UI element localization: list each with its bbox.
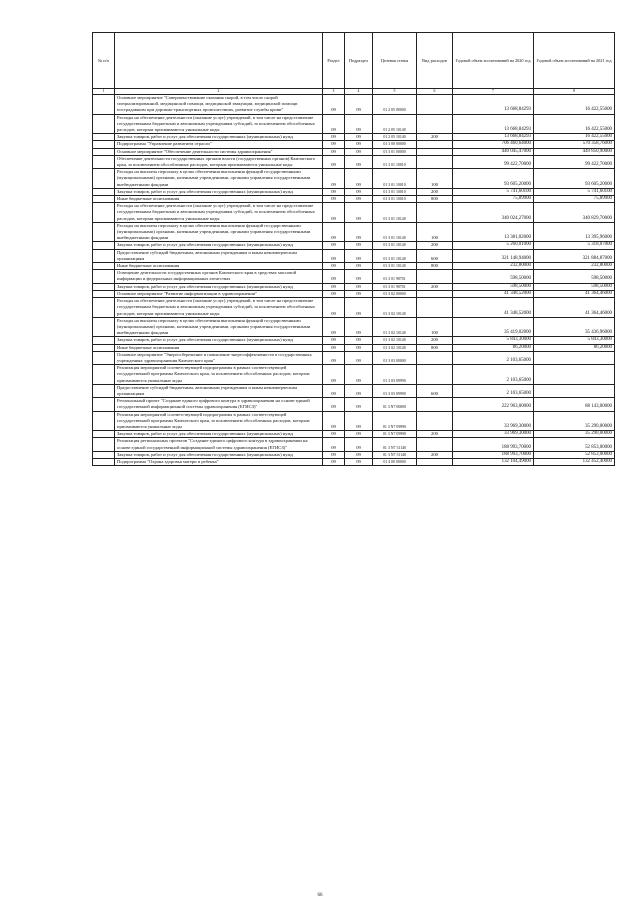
- table-row: [93, 141, 615, 148]
- row-amount-2021: 52 853,00000: [534, 438, 615, 451]
- row-amount-2021: 449 850,90000: [534, 148, 615, 155]
- row-number: [93, 203, 115, 223]
- row-amount-2020: 598,50000: [453, 283, 534, 290]
- row-name: Реализация региональных проектов "Создание единого цифрового контура в здравоохранении на основе единой государственной информационной системы здравоохранения (ЕГИСЗ)": [115, 438, 323, 451]
- row-podrazdel: 09: [345, 242, 373, 249]
- row-razdel: 09: [323, 344, 345, 351]
- row-amount-2020: 2 103,65000: [453, 365, 534, 385]
- row-name: Закупка товаров, работ и услуг для обеспечения государственных (муниципальных) нужд: [115, 188, 323, 195]
- table-row: [93, 263, 615, 270]
- row-vid: 200: [417, 283, 453, 290]
- row-number: [93, 148, 115, 155]
- row-number: [93, 411, 115, 431]
- table-row: [93, 270, 615, 283]
- table-row: [93, 431, 615, 438]
- row-podrazdel: 09: [345, 155, 373, 168]
- row-razdel: 09: [323, 155, 345, 168]
- row-number: [93, 196, 115, 203]
- row-target: 01 3 00 00000: [373, 141, 417, 148]
- row-razdel: 09: [323, 134, 345, 141]
- row-amount-2020: 41 348,52000: [453, 290, 534, 297]
- row-name: Расходы на обеспечение деятельности (оказание услуг) учреждений, в том числе на предоставление государственным бюджетным и автономным учреждениям субсидий, за исключением обособленных расходов, которым присваиваются уникальные коды: [115, 298, 323, 318]
- row-amount-2021: 35 290,00000: [534, 411, 615, 431]
- row-podrazdel: 09: [345, 438, 373, 451]
- row-podrazdel: 09: [345, 337, 373, 344]
- row-number: [93, 222, 115, 242]
- row-amount-2020: 340 024,27000: [453, 203, 534, 223]
- row-target: 01 3 02 10140: [373, 344, 417, 351]
- row-name: Основное мероприятие "Совершенствование оказания скорой, в том числе скорой специализированной, медицинской помощи, медицинской эвакуации, медицинской помощи пострадавшим при дорожно-транспортных происшествиях, развитие службы крови": [115, 95, 323, 115]
- row-amount-2020: 33 969,30000: [453, 411, 534, 431]
- table-row: [93, 351, 615, 364]
- budget-table: [92, 32, 615, 466]
- row-number: [93, 95, 115, 115]
- row-amount-2021: 232,80000: [534, 263, 615, 270]
- row-razdel: 09: [323, 249, 345, 262]
- row-amount-2021: 16 422,55000: [534, 114, 615, 134]
- row-amount-2020: 188 993,70000: [453, 438, 534, 451]
- row-number: [93, 451, 115, 458]
- row-podrazdel: 09: [345, 344, 373, 351]
- header-podrazdel: Подраздел: [345, 33, 373, 89]
- row-name: Расходы на выплаты персоналу в целях обеспечения выполнения функций государственными (муниципальными) органами, казенными учреждениями, органами управления государственными внебюджетными фондами: [115, 222, 323, 242]
- table-row: [93, 451, 615, 458]
- row-amount-2021: 75,89900: [534, 196, 615, 203]
- table-row: [93, 134, 615, 141]
- row-number: [93, 249, 115, 262]
- row-podrazdel: 09: [345, 141, 373, 148]
- row-amount-2021: 88 143,00000: [534, 398, 615, 411]
- row-name: Подпрограмма "Охрана здоровья матери и ребенка": [115, 458, 323, 465]
- row-razdel: 09: [323, 451, 345, 458]
- row-podrazdel: 09: [345, 451, 373, 458]
- row-amount-2021: 5 318,07000: [534, 242, 615, 249]
- row-amount-2021: [534, 351, 615, 364]
- row-name: Закупка товаров, работ и услуг для обеспечения государственных (муниципальных) нужд: [115, 337, 323, 344]
- row-vid: [417, 365, 453, 385]
- row-target: 01 2 05 10140: [373, 114, 417, 134]
- row-amount-2020: 598,50000: [453, 270, 534, 283]
- row-target: 01 3 01 10010: [373, 155, 417, 168]
- row-vid: 100: [417, 169, 453, 189]
- row-number: [93, 270, 115, 283]
- row-target: 01 3 N7 51140: [373, 438, 417, 451]
- row-razdel: 09: [323, 438, 345, 451]
- row-amount-2021: [534, 365, 615, 385]
- row-number: [93, 351, 115, 364]
- row-number: [93, 242, 115, 249]
- row-podrazdel: 09: [345, 365, 373, 385]
- row-vid: [417, 95, 453, 115]
- row-amount-2021: 5 843,30000: [534, 337, 615, 344]
- row-number: [93, 298, 115, 318]
- row-name: Иные бюджетные ассигнования: [115, 263, 323, 270]
- row-vid: [417, 458, 453, 465]
- row-target: 01 3 01 10140: [373, 249, 417, 262]
- row-vid: 200: [417, 337, 453, 344]
- table-row: [93, 384, 615, 397]
- row-number: [93, 365, 115, 385]
- row-vid: 600: [417, 249, 453, 262]
- row-razdel: 09: [323, 384, 345, 397]
- row-name: Закупка товаров, работ и услуг для обеспечения государственных (муниципальных) нужд: [115, 431, 323, 438]
- row-podrazdel: 09: [345, 188, 373, 195]
- row-vid: [417, 298, 453, 318]
- row-amount-2020: 33 969,30000: [453, 431, 534, 438]
- row-podrazdel: 09: [345, 114, 373, 134]
- index-cell: 3: [323, 89, 345, 95]
- row-amount-2020: 188 993,70000: [453, 451, 534, 458]
- row-razdel: 09: [323, 398, 345, 411]
- row-number: [93, 398, 115, 411]
- table-row: [93, 398, 615, 411]
- row-target: 01 3 03 09990: [373, 384, 417, 397]
- row-target: 01 3 01 10010: [373, 188, 417, 195]
- table-row: [93, 317, 615, 337]
- row-podrazdel: 09: [345, 203, 373, 223]
- row-vid: [417, 270, 453, 283]
- row-razdel: 09: [323, 283, 345, 290]
- table-row: [93, 344, 615, 351]
- table-header-row: [93, 33, 615, 89]
- row-target: 01 3 N7 00000: [373, 398, 417, 411]
- row-name: Закупка товаров, работ и услуг для обеспечения государственных (муниципальных) нужд: [115, 134, 323, 141]
- row-amount-2020: 2 103,65000: [453, 351, 534, 364]
- row-target: 01 3 02 10140: [373, 317, 417, 337]
- row-amount-2020: 35 419,02000: [453, 317, 534, 337]
- table-row: [93, 169, 615, 189]
- row-podrazdel: 09: [345, 169, 373, 189]
- row-podrazdel: 09: [345, 351, 373, 364]
- row-number: [93, 384, 115, 397]
- row-amount-2021: 35 290,00000: [534, 431, 615, 438]
- header-2020: Годовой объем ассигнований на 2020 год: [453, 33, 534, 89]
- row-target: 01 3 03 00000: [373, 351, 417, 364]
- page-number: 66: [317, 893, 323, 898]
- row-podrazdel: 09: [345, 249, 373, 262]
- row-vid: 100: [417, 222, 453, 242]
- row-amount-2020: 440 045,47000: [453, 148, 534, 155]
- row-amount-2021: 321 884,87000: [534, 249, 615, 262]
- row-target: 01 2 05 00000: [373, 95, 417, 115]
- row-amount-2021: 5 741,60100: [534, 188, 615, 195]
- row-vid: 200: [417, 188, 453, 195]
- row-amount-2020: 706 460,64000: [453, 141, 534, 148]
- row-amount-2021: 340 829,70000: [534, 203, 615, 223]
- row-number: [93, 438, 115, 451]
- row-name: Расходы на обеспечение деятельности (оказание услуг) учреждений, в том числе на предоставление государственным бюджетным и автономным учреждениям субсидий, за исключением обособленных расходов, которым присваиваются уникальные коды: [115, 203, 323, 223]
- row-number: [93, 263, 115, 270]
- row-podrazdel: 09: [345, 196, 373, 203]
- table-row: [93, 155, 615, 168]
- row-amount-2020: 99 422,70000: [453, 155, 534, 168]
- header-vid: Вид расходов: [417, 33, 453, 89]
- row-name: Основное мероприятие "Развитие информатизации в здравоохранении": [115, 290, 323, 297]
- index-cell: 2: [115, 89, 323, 95]
- table-body: [93, 95, 615, 466]
- row-amount-2021: 16 422,55000: [534, 95, 615, 115]
- row-name: Подпрограмма "Управление развитием отрасли": [115, 141, 323, 148]
- row-amount-2021: 598,50000: [534, 270, 615, 283]
- row-number: [93, 337, 115, 344]
- row-vid: 200: [417, 451, 453, 458]
- row-podrazdel: 09: [345, 431, 373, 438]
- table-row: [93, 283, 615, 290]
- index-cell: 5: [373, 89, 417, 95]
- row-vid: [417, 155, 453, 168]
- row-amount-2020: 5 260,01000: [453, 242, 534, 249]
- row-number: [93, 141, 115, 148]
- table-row: [93, 196, 615, 203]
- row-name: Иные бюджетные ассигнования: [115, 344, 323, 351]
- row-amount-2021: 16 422,55000: [534, 134, 615, 141]
- row-podrazdel: 09: [345, 134, 373, 141]
- row-number: [93, 155, 115, 168]
- table-row: [93, 203, 615, 223]
- index-cell: 8: [534, 89, 615, 95]
- row-vid: [417, 114, 453, 134]
- row-number: [93, 431, 115, 438]
- row-podrazdel: 09: [345, 298, 373, 318]
- header-number: № п/п: [93, 33, 115, 89]
- row-target: 01 3 N7 09990: [373, 411, 417, 431]
- row-name: Основное мероприятие "Энергосбережение и повышение энергоэффективности в государственных учреждениях здравоохранения Камчатского края": [115, 351, 323, 364]
- row-vid: [417, 438, 453, 451]
- row-vid: 800: [417, 344, 453, 351]
- row-razdel: 09: [323, 411, 345, 431]
- row-razdel: 09: [323, 169, 345, 189]
- row-podrazdel: 09: [345, 222, 373, 242]
- row-vid: 800: [417, 196, 453, 203]
- row-podrazdel: 09: [345, 317, 373, 337]
- row-amount-2020: 93 605,20000: [453, 169, 534, 189]
- row-amount-2021: [534, 384, 615, 397]
- row-target: 01 3 02 10140: [373, 337, 417, 344]
- row-target: 01 3 02 10140: [373, 298, 417, 318]
- row-razdel: 09: [323, 188, 345, 195]
- row-number: [93, 283, 115, 290]
- row-podrazdel: 09: [345, 270, 373, 283]
- row-amount-2020: 13 668,84293: [453, 95, 534, 115]
- row-vid: [417, 351, 453, 364]
- row-number: [93, 134, 115, 141]
- row-razdel: 09: [323, 196, 345, 203]
- row-amount-2020: 86,20000: [453, 344, 534, 351]
- row-name: Расходы на выплаты персоналу в целях обеспечения выполнения функций государственными (муниципальными) органами, казенными учреждениями, органами управления государственными внебюджетными фондами: [115, 317, 323, 337]
- table-row: [93, 290, 615, 297]
- table-row: [93, 242, 615, 249]
- row-name: Иные бюджетные ассигнования: [115, 196, 323, 203]
- table-row: [93, 458, 615, 465]
- row-vid: [417, 203, 453, 223]
- row-vid: 800: [417, 263, 453, 270]
- row-razdel: 09: [323, 263, 345, 270]
- row-razdel: 09: [323, 222, 345, 242]
- row-target: 01 4 00 00000: [373, 458, 417, 465]
- row-podrazdel: 09: [345, 263, 373, 270]
- row-vid: [417, 148, 453, 155]
- row-vid: 600: [417, 384, 453, 397]
- row-amount-2020: 2 103,65000: [453, 384, 534, 397]
- row-number: [93, 169, 115, 189]
- row-target: 01 3 01 98701: [373, 270, 417, 283]
- row-amount-2021: 570 358,76000: [534, 141, 615, 148]
- table-row: [93, 114, 615, 134]
- table-row: [93, 148, 615, 155]
- row-vid: [417, 290, 453, 297]
- row-target: 01 3 01 10140: [373, 242, 417, 249]
- row-podrazdel: 09: [345, 95, 373, 115]
- row-razdel: 09: [323, 141, 345, 148]
- header-2021: Годовой объем ассигнований на 2021 год: [534, 33, 615, 89]
- row-target: 01 3 01 10010: [373, 169, 417, 189]
- row-amount-2021: 99 422,70000: [534, 155, 615, 168]
- row-target: 01 3 01 10140: [373, 263, 417, 270]
- row-target: 01 3 01 10140: [373, 222, 417, 242]
- row-amount-2020: 232,80000: [453, 263, 534, 270]
- row-razdel: 09: [323, 95, 345, 115]
- row-target: 01 3 01 10010: [373, 196, 417, 203]
- row-name: Основное мероприятие "Обеспечение деятельности системы здравоохранения": [115, 148, 323, 155]
- row-razdel: 09: [323, 458, 345, 465]
- row-name: Освещение деятельности государственных органов Камчатского края в средствах массовой информации и федеральных информационных агентствах: [115, 270, 323, 283]
- row-target: 01 3 01 98701: [373, 283, 417, 290]
- table-row: [93, 95, 615, 115]
- row-name: Региональный проект "Создание единого цифрового контура в здравоохранении на основе единой государственной информационной системы здравоохранения (ЕГИСЗ)": [115, 398, 323, 411]
- row-podrazdel: 09: [345, 283, 373, 290]
- row-amount-2021: 41 364,46000: [534, 298, 615, 318]
- row-amount-2021: 132 452,40000: [534, 458, 615, 465]
- row-target: 01 3 01 00000: [373, 148, 417, 155]
- row-razdel: 09: [323, 290, 345, 297]
- index-cell: 4: [345, 89, 373, 95]
- row-vid: 100: [417, 317, 453, 337]
- row-amount-2020: 132 104,49000: [453, 458, 534, 465]
- row-target: 01 3 03 09990: [373, 365, 417, 385]
- row-target: 01 2 05 10140: [373, 134, 417, 141]
- row-amount-2021: 35 436,96000: [534, 317, 615, 337]
- table-row: [93, 411, 615, 431]
- row-vid: 200: [417, 431, 453, 438]
- row-vid: 200: [417, 134, 453, 141]
- row-amount-2021: 52 853,00000: [534, 451, 615, 458]
- row-razdel: 09: [323, 317, 345, 337]
- row-number: [93, 344, 115, 351]
- row-number: [93, 317, 115, 337]
- row-target: 01 3 N7 09990: [373, 431, 417, 438]
- row-podrazdel: 09: [345, 398, 373, 411]
- row-name: Предоставление субсидий бюджетным, автономным учреждениям и иным некоммерческим организациям: [115, 384, 323, 397]
- row-podrazdel: 09: [345, 458, 373, 465]
- header-razdel: Раздел: [323, 33, 345, 89]
- table-row: [93, 337, 615, 344]
- row-number: [93, 290, 115, 297]
- row-podrazdel: 09: [345, 411, 373, 431]
- row-number: [93, 114, 115, 134]
- row-amount-2020: 75,89900: [453, 196, 534, 203]
- row-target: 01 3 01 10140: [373, 203, 417, 223]
- row-name: Закупка товаров, работ и услуг для обеспечения государственных (муниципальных) нужд: [115, 242, 323, 249]
- row-number: [93, 458, 115, 465]
- index-cell: 1: [93, 89, 115, 95]
- row-razdel: 09: [323, 148, 345, 155]
- row-amount-2021: 93 605,20000: [534, 169, 615, 189]
- row-vid: [417, 141, 453, 148]
- row-razdel: 09: [323, 351, 345, 364]
- row-amount-2021: 86,20000: [534, 344, 615, 351]
- row-amount-2021: 598,50000: [534, 283, 615, 290]
- row-name: Расходы на обеспечение деятельности (оказание услуг) учреждений, в том числе на предоставление государственным бюджетным и автономным учреждениям субсидий, за исключением обособленных расходов, которым присваиваются уникальные коды: [115, 114, 323, 134]
- row-razdel: 09: [323, 298, 345, 318]
- row-podrazdel: 09: [345, 148, 373, 155]
- row-name: Закупка товаров, работ и услуг для обеспечения государственных (муниципальных) нужд: [115, 451, 323, 458]
- row-amount-2020: 13 668,84293: [453, 134, 534, 141]
- row-amount-2021: 13 395,96000: [534, 222, 615, 242]
- row-number: [93, 188, 115, 195]
- row-vid: 200: [417, 242, 453, 249]
- row-name: Закупка товаров, работ и услуг для обеспечения государственных (муниципальных) нужд: [115, 283, 323, 290]
- row-razdel: 09: [323, 337, 345, 344]
- row-amount-2020: 13 381,02000: [453, 222, 534, 242]
- row-amount-2020: 5 741,60100: [453, 188, 534, 195]
- row-podrazdel: 09: [345, 384, 373, 397]
- row-razdel: 09: [323, 203, 345, 223]
- row-target: 01 3 02 00000: [373, 290, 417, 297]
- row-razdel: 09: [323, 114, 345, 134]
- index-cell: 7: [453, 89, 534, 95]
- row-target: 01 3 N7 51140: [373, 451, 417, 458]
- row-amount-2021: 41 364,46000: [534, 290, 615, 297]
- table-row: [93, 438, 615, 451]
- row-name: Расходы на выплаты персоналу в целях обеспечения выполнения функций государственными (муниципальными) органами, казенными учреждениями, органами управления государственными внебюджетными фондами: [115, 169, 323, 189]
- table-row: [93, 222, 615, 242]
- row-amount-2020: 41 348,52000: [453, 298, 534, 318]
- row-razdel: 09: [323, 242, 345, 249]
- row-amount-2020: 5 843,30000: [453, 337, 534, 344]
- index-cell: 6: [417, 89, 453, 95]
- row-amount-2020: 222 963,00000: [453, 398, 534, 411]
- header-name: [115, 33, 323, 89]
- table-row: [93, 298, 615, 318]
- row-vid: [417, 398, 453, 411]
- row-amount-2020: 13 668,84293: [453, 114, 534, 134]
- row-amount-2020: 321 148,94000: [453, 249, 534, 262]
- row-name: Реализация мероприятий соответствующей подпрограммы в рамках соответствующей государственной программы Камчатского края, за исключением обособленных расходов, которым присваиваются уникальные коды: [115, 365, 323, 385]
- header-target: Целевая статья: [373, 33, 417, 89]
- row-name: Предоставление субсидий бюджетным, автономным учреждениям и иным некоммерческим организациям: [115, 249, 323, 262]
- row-podrazdel: 09: [345, 290, 373, 297]
- row-razdel: 09: [323, 431, 345, 438]
- row-vid: [417, 411, 453, 431]
- table-row: [93, 188, 615, 195]
- row-razdel: 09: [323, 270, 345, 283]
- row-razdel: 09: [323, 365, 345, 385]
- budget-document: [92, 32, 614, 466]
- table-row: [93, 249, 615, 262]
- row-name: Реализация мероприятий соответствующей подпрограммы в рамках соответствующей государственной программы Камчатского края, за исключением обособленных расходов, которым присваиваются уникальные коды: [115, 411, 323, 431]
- table-row: [93, 365, 615, 385]
- row-name: Обеспечение деятельности государственных органов власти (государственных органов) Камчатского края, за исключением обособленных расходов, которым присваиваются уникальные коды: [115, 155, 323, 168]
